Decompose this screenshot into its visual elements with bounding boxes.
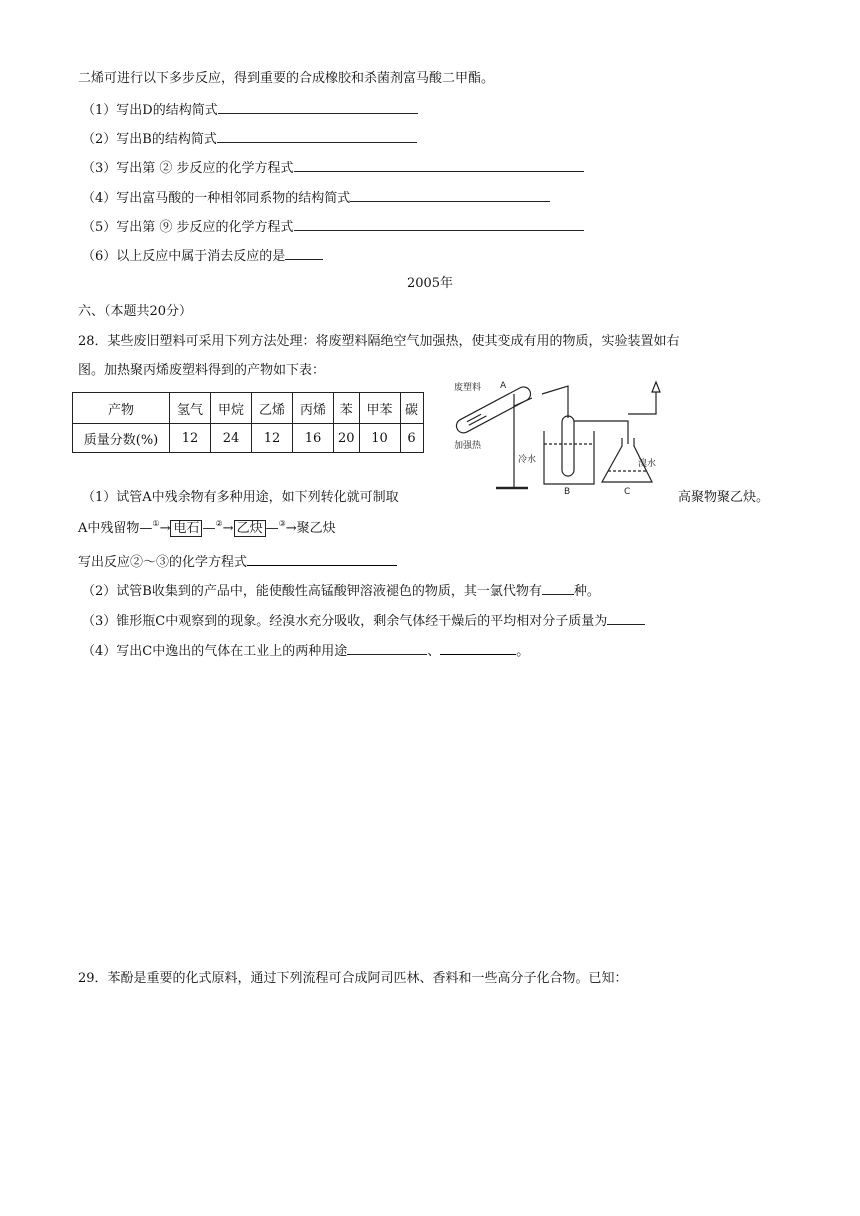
question-6: [82, 245, 323, 266]
table-cell: 12: [170, 424, 211, 453]
answer-blank-4[interactable]: [350, 187, 550, 202]
label-plastic: 废塑料: [454, 383, 482, 393]
table-header-cell: 苯: [334, 393, 360, 424]
chain-end: 聚乙炔: [296, 521, 336, 536]
table-header-cell: 乙烯: [252, 393, 293, 424]
section-heading: 六、（本题共20分）: [78, 304, 193, 319]
table-row-label: 质量分数(%): [73, 424, 170, 453]
chain-product-1: 电石: [170, 520, 202, 537]
gas-outlet: [628, 392, 656, 414]
table-header-cell: 甲烷: [211, 393, 252, 424]
step-1-label: ①: [152, 519, 160, 528]
arrow-1-head: →: [159, 521, 171, 536]
table-cell: 12: [252, 424, 293, 453]
answer-blank-3[interactable]: [294, 157, 584, 172]
answer-blank-1[interactable]: [218, 99, 418, 114]
table-cell: 24: [211, 424, 252, 453]
table-header-cell: 产物: [73, 393, 170, 424]
answer-blank-5[interactable]: [294, 216, 584, 231]
answer-blank-equation[interactable]: [247, 551, 397, 566]
arrow-2-head: →: [222, 521, 234, 536]
outlet-tip: [652, 382, 660, 392]
answer-blank-sub2[interactable]: [542, 580, 574, 595]
q28-sub4-end: 。: [516, 644, 530, 659]
question-3: [82, 157, 584, 178]
arrow-2: —: [202, 521, 216, 536]
product-table: [72, 392, 424, 453]
answer-blank-sub4a[interactable]: [347, 640, 427, 655]
q28-sub4-sep: 、: [427, 644, 441, 659]
delivery-tube-bc: [574, 421, 628, 444]
q28-stem-line2: 图。加热聚丙烯废塑料得到的产物如下表：: [78, 363, 326, 378]
question-5: [82, 216, 584, 237]
intro-text: 二烯可进行以下多步反应，得到重要的合成橡胶和杀菌剂富马酸二甲酯。: [78, 71, 495, 86]
q28-sub1-equation: [78, 551, 397, 572]
answer-blank-2[interactable]: [217, 128, 417, 143]
q28-sub1-right: 高聚物聚乙炔。: [678, 490, 770, 505]
label-heat: 加强热: [454, 441, 482, 451]
q28-sub3-text: （3）锥形瓶C中观察到的现象。经溴水充分吸收，剩余气体经干燥后的平均相对分子质量为: [82, 614, 608, 629]
delivery-tube-ab: [542, 386, 568, 418]
table-cell: 6: [400, 424, 423, 453]
answer-blank-6[interactable]: [285, 245, 323, 260]
table-header-cell: 甲苯: [359, 393, 400, 424]
question-1: [82, 99, 418, 120]
test-tube-b: [562, 416, 574, 476]
arrow-3: —: [265, 521, 279, 536]
q28-sub2-tail: 种。: [573, 584, 600, 599]
chain-start: A中残留物: [78, 521, 140, 536]
chain-product-2: 乙炔: [234, 520, 266, 537]
label-c: C: [624, 487, 631, 496]
step-3-label: ③: [278, 519, 286, 528]
table-cell: 10: [359, 424, 400, 453]
q29-stem: 29．苯酚是重要的化式原料，通过下列流程可合成阿司匹林、香料和一些高分子化合物。已知：: [78, 971, 628, 986]
label-a: A: [500, 381, 507, 391]
q28-sub4: [82, 640, 529, 661]
reaction-chain: [78, 520, 336, 539]
arrow-1: —: [139, 521, 153, 536]
table-header-cell: 氢气: [170, 393, 211, 424]
q28-sub1-equation-text: 写出反应②～③的化学方程式: [78, 555, 248, 570]
label-b: B: [564, 487, 571, 496]
arrow-3-head: →: [285, 521, 297, 536]
q28-sub4-text: （4）写出C中逸出的气体在工业上的两种用途: [82, 644, 348, 659]
q28-sub3: [82, 610, 645, 631]
table-header-row: [73, 393, 424, 424]
label-cold-water: 冷水: [518, 455, 537, 465]
question-2-text: （2）写出B的结构简式: [82, 132, 217, 147]
question-4-text: （4）写出富马酸的一种相邻同系物的结构简式: [82, 191, 351, 206]
year-heading: 2005年: [406, 276, 454, 291]
apparatus-diagram: [452, 376, 672, 496]
table-cell: 16: [293, 424, 334, 453]
table-header-cell: 碳: [400, 393, 423, 424]
question-6-text: （6）以上反应中属于消去反应的是: [82, 249, 286, 264]
q28-sub1-left: （1）试管A中残余物有多种用途，如下列转化就可制取: [82, 490, 399, 505]
table-cell: 20: [334, 424, 360, 453]
table-header-cell: 丙烯: [293, 393, 334, 424]
step-2-label: ②: [215, 519, 223, 528]
answer-blank-sub4b[interactable]: [440, 640, 516, 655]
question-4: [82, 187, 550, 208]
q28-stem-line1: 28．某些废旧塑料可采用下列方法处理：将废塑料隔绝空气加强热，使其变成有用的物质，实验装置如右: [78, 334, 680, 349]
question-5-text: （5）写出第 ⑨ 步反应的化学方程式: [82, 220, 294, 235]
label-bromine-water: 溴水: [638, 459, 657, 469]
question-1-text: （1）写出D的结构简式: [82, 103, 218, 118]
question-3-text: （3）写出第 ② 步反应的化学方程式: [82, 161, 294, 176]
q28-sub2-text: （2）试管B收集到的产品中，能使酸性高锰酸钾溶液褪色的物质，其一氯代物有: [82, 584, 542, 599]
table-row: [73, 424, 424, 453]
q28-sub2: [82, 580, 600, 601]
answer-blank-sub3[interactable]: [607, 610, 645, 625]
question-2: [82, 128, 417, 149]
